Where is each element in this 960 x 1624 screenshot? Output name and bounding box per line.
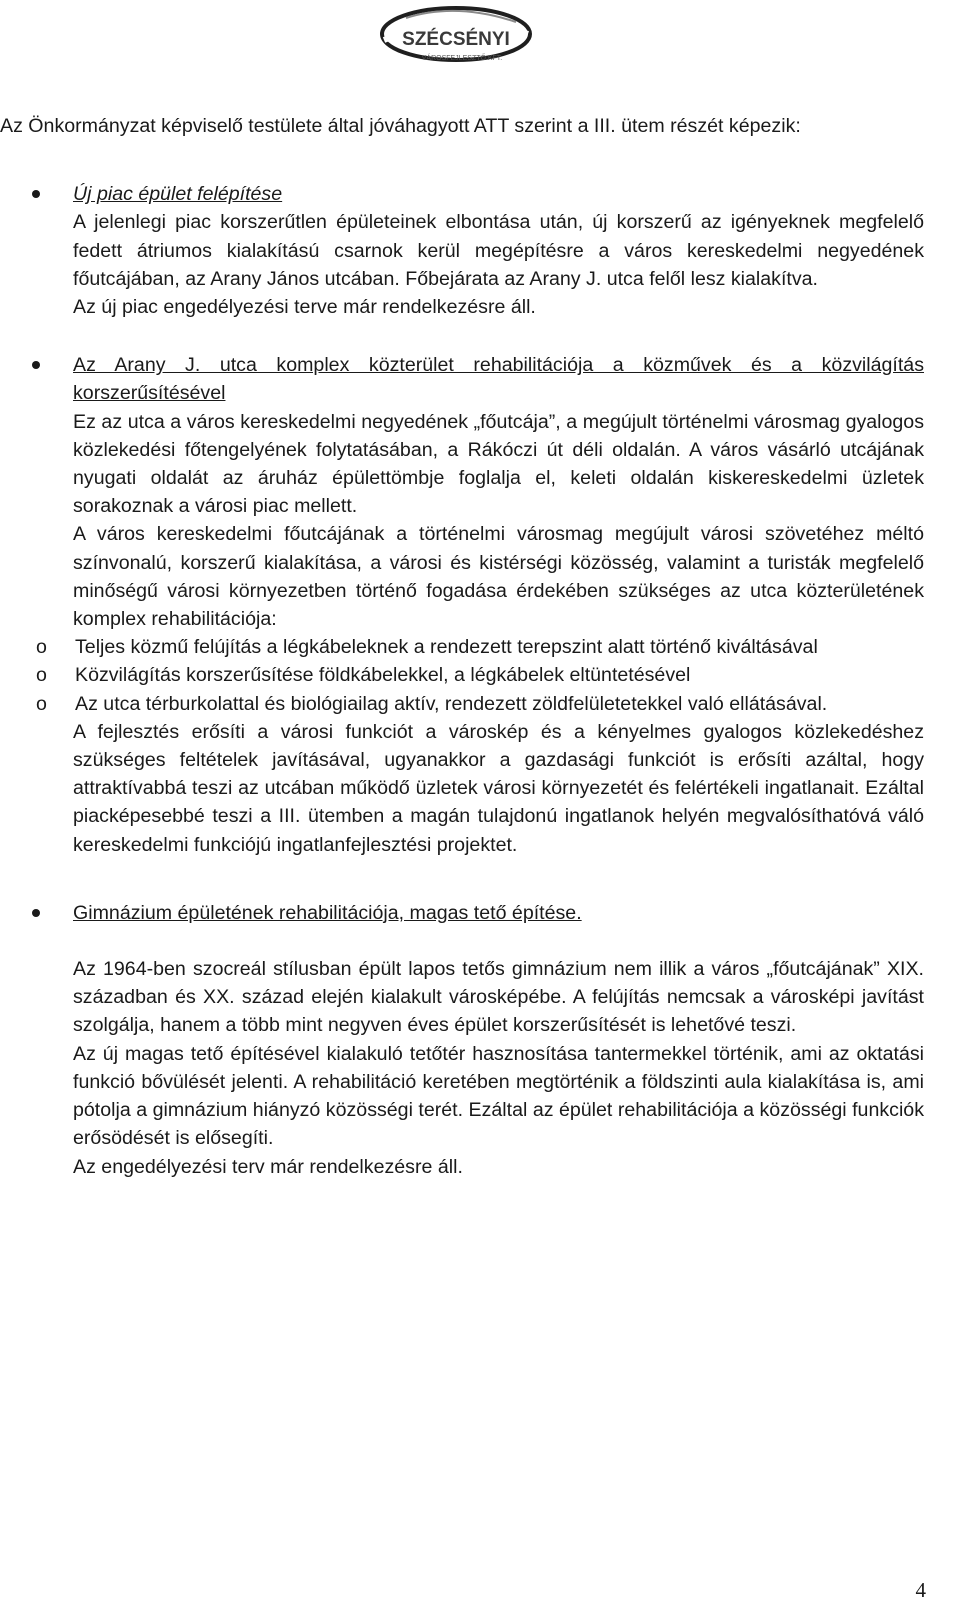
- section-paragraph: A fejlesztés erősíti a városi funkciót a városkép és a kényelmes gyalogos közlekedéshez szükséges feltételek javításával, ugyanakkor a gazdasági funkciót is erősíti azáltal, hogy attraktívabbá teszi az utcában működő üzletek városi környezetét és felértékeli ingatlanait. Ezáltal piacképesebbé teszi a III. ütemben a magán tulajdonú ingatlanok helyén megvalósíthatóvá váló kereskedelmi funkciójú ingatlanfejlesztési projektet.: [73, 720, 924, 856]
- company-logo: [376, 4, 536, 64]
- list-item: [0, 633, 924, 661]
- section-paragraph: Ez az utca a város kereskedelmi negyedének „főutcája”, a megújult történelmi városmag gyalogos közlekedési főtengelyének folytatásában, a Rákóczi út déli oldalán. A város vásárló utcájának nyugati oldalát az áruház épülettömbje foglalja el, keleti oldalán kiskereskedelmi üzletek sorakoznak a városi piac mellett.: [73, 410, 924, 518]
- section-arany-street: [0, 351, 924, 859]
- section-paragraph: A város kereskedelmi főutcájának a történelmi városmag megújult városi szövetéhez méltó színvonalú, korszerű kialakítása, a városi és kistérségi közösség, valamint a turisták megfelelő minőségű városi környezetben történő fogadása érdekében szükséges az utca közterületének komplex rehabilitációja:: [73, 523, 924, 631]
- section-gymnasium: [0, 899, 924, 1181]
- document-body: [0, 112, 924, 1181]
- list-item-text: Közvilágítás korszerűsítése földkábelekkel, a légkábelek eltüntetésével: [75, 664, 691, 687]
- logo-text: SZÉCSÉNYI: [402, 29, 510, 50]
- section-heading: Új piac épület felépítése: [73, 183, 283, 206]
- bullet-icon: [32, 909, 40, 917]
- list-item-text: Az utca térburkolattal és biológiailag aktív, rendezett zöldfelületetekkel való ellátásával.: [75, 692, 828, 715]
- section-paragraph: A jelenlegi piac korszerűtlen épületeinek elbontása után, új korszerű az igényeknek megfelelő fedett átriumos kialakítású csarnok kerül megépítésre a város kereskedelmi negyedének főutcájában, az Arany János utcában. Főbejárata az Arany J. utca felől lesz kialakítva.: [73, 211, 924, 290]
- section-new-market: [0, 180, 924, 321]
- intro-paragraph: Az Önkormányzat képviselő testülete által jóváhagyott ATT szerint a III. ütem részét képezik:: [0, 115, 801, 137]
- bullet-icon: [32, 361, 40, 369]
- section-paragraph: Az új magas tető építésével kialakuló tetőtér hasznosítása tantermekkel történik, ami az oktatási funkció bővülését jelenti. A rehabilitáció keretében megtörténik a földszinti aula kialakítása is, ami pótolja a gimnázium hiányzó közösségi terét. Ezáltal az épület rehabilitációja a közösségi funkciók erősödését is elősegíti.: [73, 1042, 924, 1150]
- circle-bullet-icon: o: [36, 664, 47, 687]
- logo-graphic: [376, 4, 536, 64]
- list-item: [0, 690, 924, 718]
- list-item: [0, 661, 924, 689]
- list-item-text: Teljes közmű felújítás a légkábeleknek a rendezett terepszint alatt történő kiváltásával: [75, 636, 818, 659]
- circle-bullet-icon: o: [36, 636, 47, 659]
- page-number: 4: [915, 1578, 926, 1602]
- bullet-icon: [32, 190, 40, 198]
- logo-subtext: VÁROSFEJLESZTŐ KFT.: [421, 55, 503, 62]
- sub-list: [0, 633, 924, 718]
- section-paragraph: Az új piac engedélyezési terve már rendelkezésre áll.: [73, 296, 536, 319]
- section-paragraph: Az 1964-ben szocreál stílusban épült lapos tetős gimnázium nem illik a város „főutcájának” XIX. században és XX. század elején kialakult városképébe. A felújítás nemcsak a városképi javítást szolgálja, hanem a több mint negyven éves épület korszerűsítését is lehetővé teszi.: [73, 958, 924, 1037]
- section-heading: Az Arany J. utca komplex közterület rehabilitációja a közművek és a közvilágítás korszerűsítésével: [73, 354, 924, 405]
- section-paragraph: Az engedélyezési terv már rendelkezésre áll.: [73, 1155, 463, 1178]
- circle-bullet-icon: o: [36, 692, 47, 715]
- section-heading: Gimnázium épületének rehabilitációja, magas tető építése.: [73, 901, 582, 924]
